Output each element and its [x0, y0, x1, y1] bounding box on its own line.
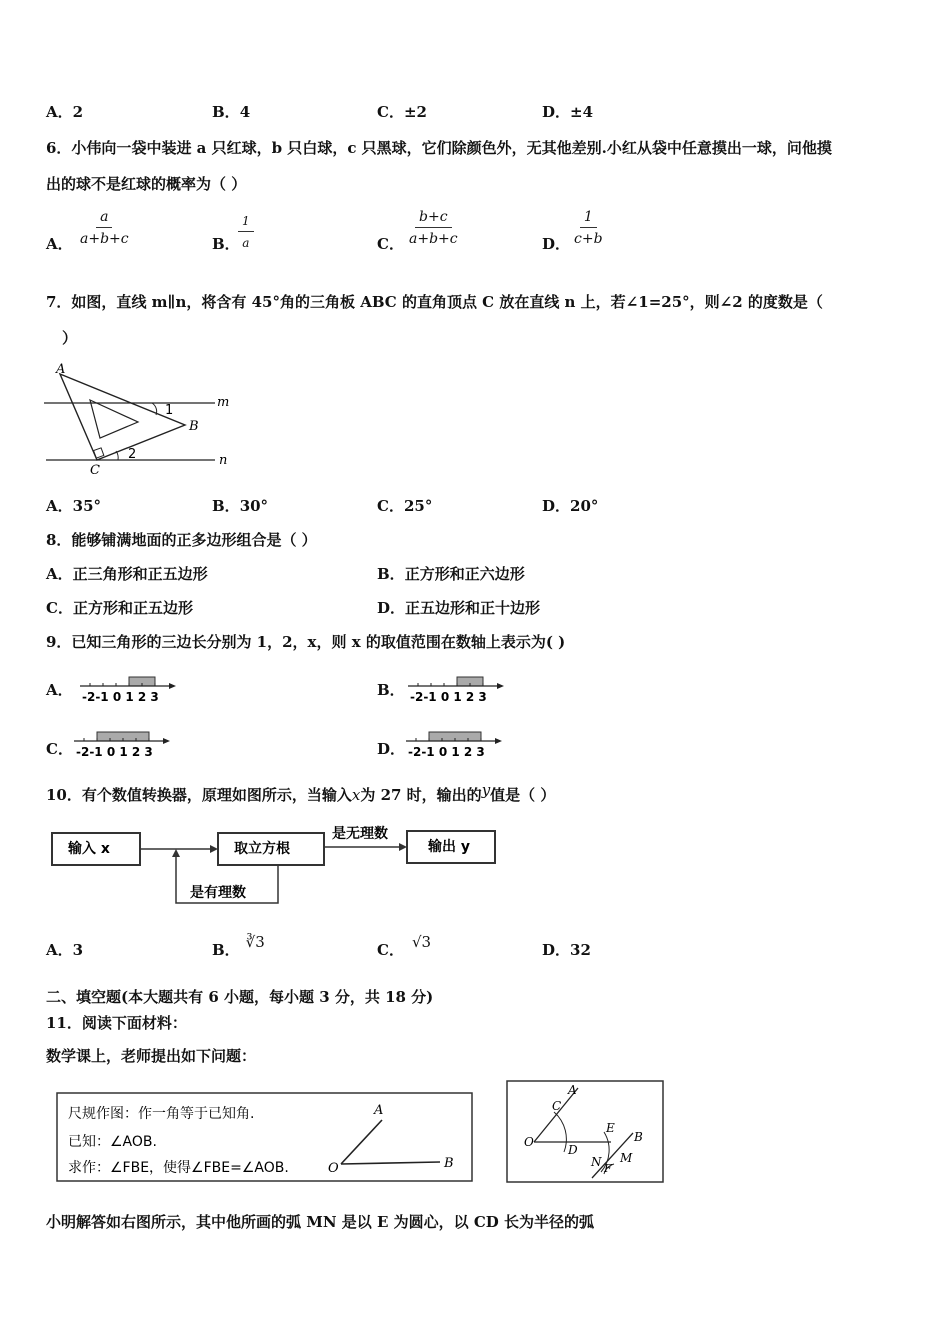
- q9-option-c-letter: C．: [46, 740, 73, 758]
- q5-option-c: C．±2: [377, 103, 427, 121]
- box-line2: 已知：∠AOB.: [68, 1134, 157, 1150]
- tick-labels: -2-1 0 1 2 3: [410, 690, 487, 704]
- q11-intro: 数学课上，老师提出如下问题：: [46, 1047, 257, 1065]
- q6-option-d-letter: D．: [542, 235, 571, 253]
- input-label: 输入 x: [68, 841, 110, 857]
- q6-option-c-fraction: $\frac{b+c}{a+b+c}$: [409, 209, 458, 247]
- fig2-label-d: D: [568, 1143, 578, 1157]
- q9-option-b-letter: B．: [377, 681, 405, 699]
- fig2-label-n: N: [591, 1155, 602, 1169]
- q5-option-a: A．2: [46, 103, 84, 121]
- q8-stem: 8．能够铺满地面的正多边形组合是（ ）: [46, 531, 317, 549]
- q9-option-a-letter: A．: [46, 681, 73, 699]
- q9-option-d-numberline: [406, 728, 506, 760]
- q11-solution-figure: [506, 1080, 666, 1186]
- irrational-label: 是无理数: [332, 826, 388, 842]
- q8-option-a: A．正三角形和正五边形: [46, 565, 208, 583]
- process-label: 取立方根: [234, 841, 290, 857]
- fig2-label-f: F: [604, 1162, 612, 1175]
- box-label-o: O: [328, 1161, 339, 1176]
- q6-option-d-fraction: $\frac{1}{c+b}$: [574, 209, 603, 247]
- q10-option-b: B． ∛3: [212, 933, 265, 959]
- label-b: B: [189, 419, 199, 434]
- q6-option-a-letter: A．: [46, 235, 73, 253]
- q11-answer: 小明解答如右图所示，其中他所画的弧 MN 是以 E 为圆心，以 CD 长为半径的弧: [46, 1213, 595, 1231]
- q10-option-d: D．32: [542, 941, 591, 959]
- q8-option-b: B．正方形和正六边形: [377, 565, 525, 583]
- axis-arrow: [169, 683, 176, 689]
- q6-option-b-letter: B．: [212, 235, 240, 253]
- fig2-label-a: A: [568, 1083, 577, 1097]
- q6-option-b-fraction: $\frac{1}{a}$: [238, 212, 254, 252]
- label-m: m: [217, 395, 230, 410]
- q8-option-d: D．正五边形和正十边形: [377, 599, 541, 617]
- q9-option-b-numberline: [408, 673, 508, 705]
- q10-option-c: C． √3: [377, 933, 432, 959]
- q6-stem-line1: 6．小伟向一袋中装进 a 只红球，b 只白球，c 只黑球，它们除颜色外，无其他差别.小红从袋中任意摸出一球，问他摸: [46, 139, 832, 157]
- axis-arrow: [495, 738, 502, 744]
- triangle-inner: [90, 400, 138, 438]
- box-label-b: B: [444, 1156, 454, 1171]
- fig2-label-m: M: [620, 1151, 633, 1165]
- label-n: n: [219, 453, 228, 468]
- q7-option-c: C．25°: [377, 497, 433, 515]
- q7-option-a: A．35°: [46, 497, 102, 515]
- label-angle2: 2: [128, 447, 137, 462]
- q6-stem-line2: 出的球不是红球的概率为（ ）: [46, 175, 247, 193]
- output-label: 输出 y: [428, 839, 470, 855]
- box-label-a: A: [374, 1103, 384, 1118]
- fig2-label-c: C: [552, 1099, 562, 1113]
- q7-stem-line1: 7．如图，直线 m∥n，将含有 45°角的三角板 ABC 的直角顶点 C 放在直线 n 上，若∠1=25°，则∠2 的度数是（: [46, 293, 823, 311]
- q10-stem: 10．有个数值转换器，原理如图所示，当输入x为 27 时，输出的y值是（ ）: [46, 781, 556, 804]
- q9-option-c-numberline: [74, 728, 174, 760]
- q9-option-d-letter: D．: [377, 740, 406, 758]
- q7-triangle-figure: [40, 360, 240, 480]
- rational-label: 是有理数: [190, 885, 246, 901]
- q5-option-d: D．±4: [542, 103, 594, 121]
- q9-stem: 9．已知三角形的三边长分别为 1，2，x，则 x 的取值范围在数轴上表示为( ): [46, 633, 566, 651]
- box-line1: 尺规作图：作一角等于已知角.: [68, 1106, 255, 1122]
- q8-option-c: C．正方形和正五边形: [46, 599, 193, 617]
- label-angle1: 1: [165, 403, 174, 418]
- q6-option-a-fraction: $\frac{a}{a+b+c}$: [80, 209, 129, 247]
- tick-labels: -2-1 0 1 2 3: [76, 745, 153, 759]
- q11-problem-box: [56, 1092, 476, 1184]
- q9-option-a-numberline: [80, 673, 180, 705]
- fig2-label-o: O: [524, 1135, 534, 1149]
- q6-option-c-letter: C．: [377, 235, 404, 253]
- section2-heading: 二、填空题(本大题共有 6 小题，每小题 3 分，共 18 分): [46, 988, 434, 1006]
- q10-flowchart: [50, 820, 510, 910]
- box-line3: 求作：∠FBE，使得∠FBE=∠AOB.: [68, 1160, 289, 1176]
- axis-arrow: [497, 683, 504, 689]
- fig2-label-b: B: [634, 1130, 643, 1144]
- q11-stem: 11．阅读下面材料：: [46, 1014, 187, 1032]
- q5-option-b: B．4: [212, 103, 251, 121]
- label-a: A: [56, 362, 66, 377]
- q7-option-b: B．30°: [212, 497, 269, 515]
- axis-arrow: [163, 738, 170, 744]
- label-c: C: [90, 463, 100, 478]
- fig2-label-e: E: [606, 1121, 615, 1135]
- tick-labels: -2-1 0 1 2 3: [408, 745, 485, 759]
- tick-labels: -2-1 0 1 2 3: [82, 690, 159, 704]
- q10-option-a: A．3: [46, 941, 84, 959]
- q7-stem-line2: ）: [62, 329, 78, 347]
- q7-option-d: D．20°: [542, 497, 599, 515]
